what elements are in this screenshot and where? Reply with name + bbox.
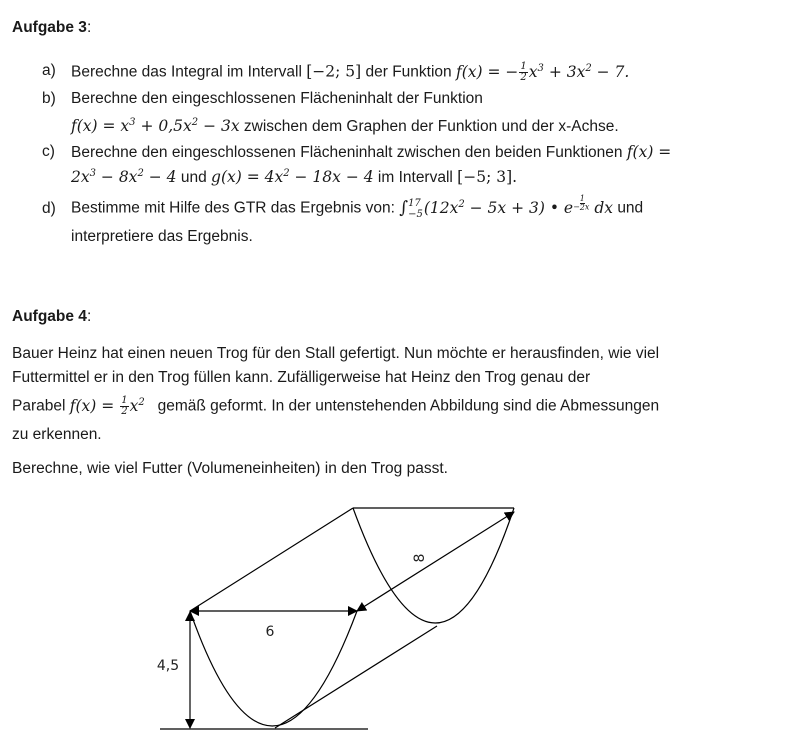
task-a-mid: der Funktion xyxy=(365,63,452,81)
task-c-und: und xyxy=(180,169,207,186)
aufgabe-4-colon: : xyxy=(86,308,92,325)
label-length: 8 xyxy=(412,553,428,563)
back-parabola xyxy=(353,508,514,623)
parabel-word: Parabel xyxy=(12,397,66,415)
aufgabe-4-title: Aufgabe 4 xyxy=(12,308,87,325)
label-width: 6 xyxy=(265,624,275,640)
task-b-line2-text: zwischen dem Graphen der Funktion und der x-Achse. xyxy=(243,118,619,135)
aufgabe-4-p1-line1: Bauer Heinz hat einen neuen Trog für den Stall gefertigt. Nun möchte er herausfinden, wie viel xyxy=(12,345,660,362)
task-c-im: im Intervall xyxy=(377,169,453,186)
task-a-intro: Berechne das Integral im Intervall xyxy=(71,63,302,81)
task-c-label: c) xyxy=(42,143,55,160)
label-height: 4,5 xyxy=(156,658,180,674)
aufgabe-4-p1-line4: zu erkennen. xyxy=(12,426,102,443)
task-a-interval: [−2; 5] xyxy=(306,62,362,81)
aufgabe-4-p1-line2: Futtermittel er in den Trog füllen kann. Zufälligerweise hat Heinz den Trog genau der xyxy=(12,369,591,386)
aufgabe-3-colon: : xyxy=(86,19,92,36)
trough-formula: f(x) = $\frac{1}{2}$ $x^2$ xyxy=(69,395,145,417)
task-c-fx: f(x) = xyxy=(626,143,672,161)
task-c-text: Berechne den eingeschlossenen Flächeninhalt zwischen den beiden Funktionen xyxy=(71,144,623,161)
task-d-integral: ∫ 17 −5 $(12x^2 - 5x + 3)$ • e− $\frac{1}{2}$ x dx xyxy=(399,194,613,220)
task-a-formula: f(x) = − $\frac{1}{2}$ $x^3 + 3x^2 - 7$. xyxy=(455,61,630,83)
trough-edge-top-left xyxy=(190,508,353,611)
task-a-label: a) xyxy=(42,62,56,79)
task-d-intro: Bestimme mit Hilfe des GTR das Ergebnis von: xyxy=(71,199,395,217)
task-b-formula: $f(x) = x^3 + 0,5x^2 - 3x$ xyxy=(71,117,240,135)
task-c-f-formula: $2x^3 - 8x^2 - 4$ xyxy=(71,168,177,186)
task-c-g-formula: $g(x) = 4x^2 - 18x - 4$ xyxy=(211,168,374,186)
length-dimension-arrow xyxy=(357,512,514,611)
task-d-line2: interpretiere das Ergebnis. xyxy=(71,228,253,245)
aufgabe-4-p1-line3-text: gemäß geformt. In der untenstehenden Abbildung sind die Abmessungen xyxy=(157,397,660,415)
task-d-label: d) xyxy=(42,200,56,217)
task-b-label: b) xyxy=(42,90,56,107)
aufgabe-4-p2: Berechne, wie viel Futter (Volumeneinheiten) in den Trog passt. xyxy=(12,460,448,477)
task-c-interval: [−5; 3]. xyxy=(457,168,518,186)
task-b-line1: Berechne den eingeschlossenen Flächeninhalt der Funktion xyxy=(71,90,483,107)
trough-edge-bottom xyxy=(275,626,437,728)
task-d-und: und xyxy=(617,199,644,217)
aufgabe-3-title: Aufgabe 3 xyxy=(12,19,87,36)
